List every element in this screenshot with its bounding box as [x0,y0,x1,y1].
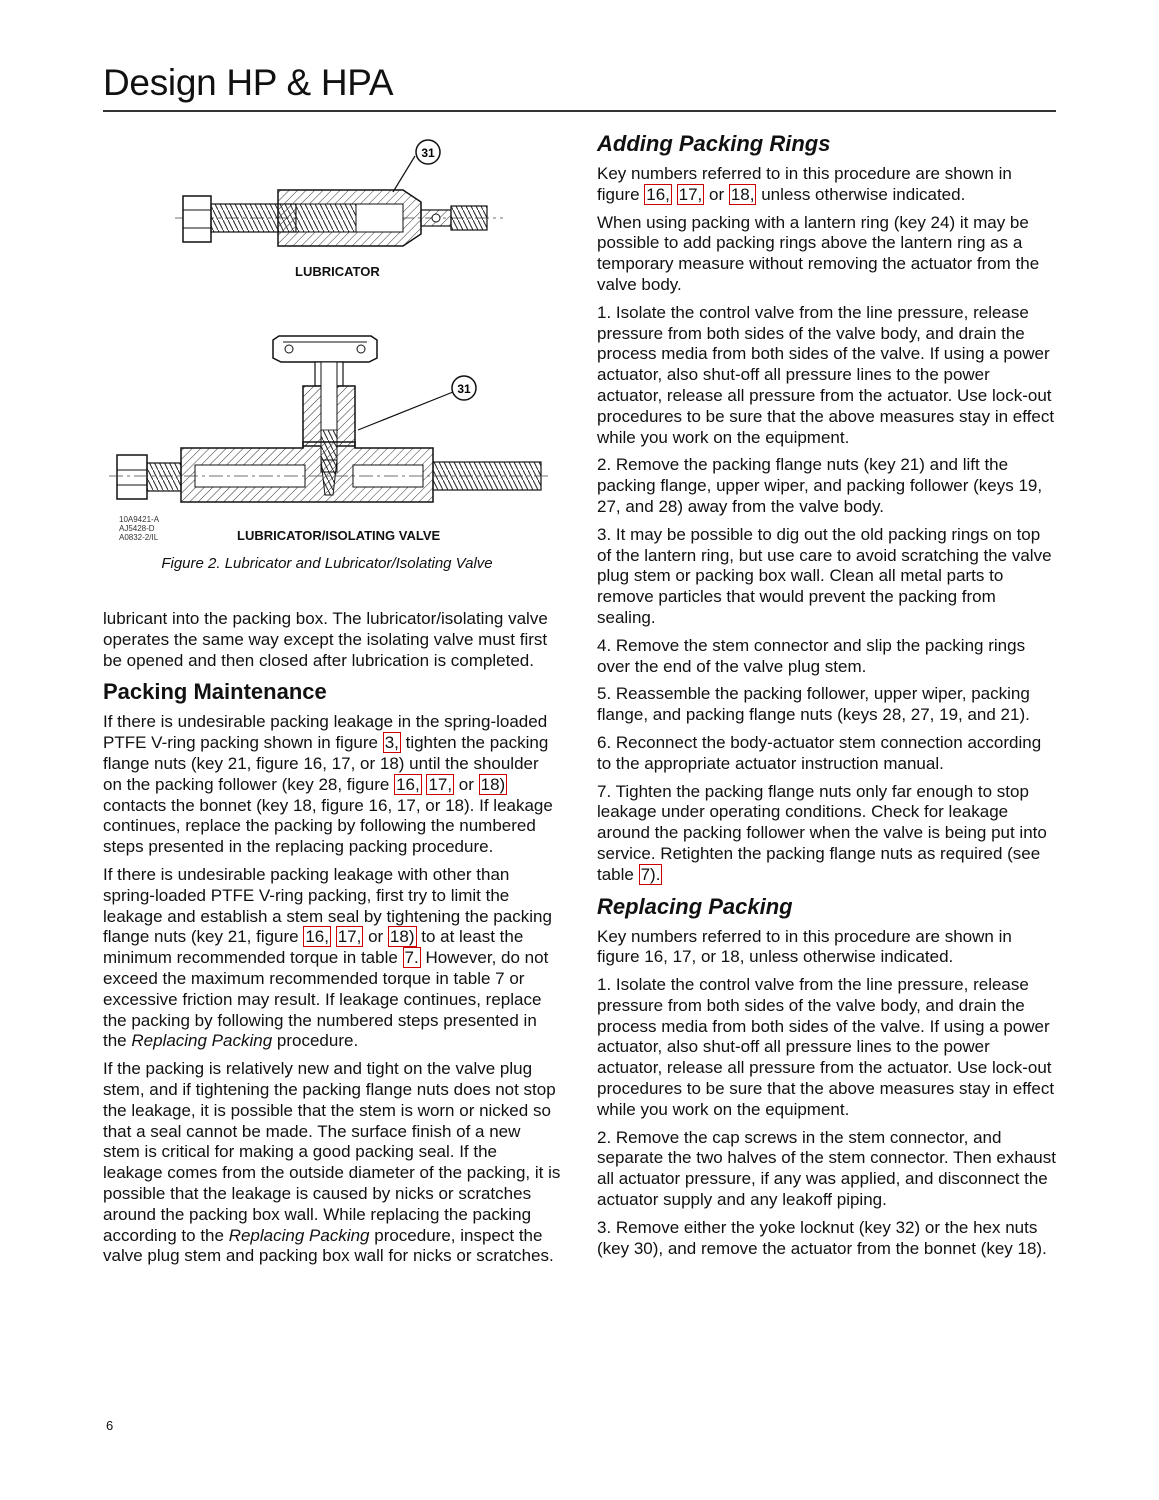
paragraph-maintenance-2: If there is undesirable packing leakage with other than spring-loaded PTFE V-ring packing, first try to limit the leakage and establish a stem seal by tightening the packing flange nuts (key 21, figure 16, 17, or 18) to at least the minimum recommended torque in table 7. However, do not exceed the maximum recommended torque in table 7 or excessive friction may result. If leakage continues, replace the packing by following the numbered steps presented in the Replacing Packing procedure. [103,864,552,1051]
callout-31-top: 31 [421,146,435,160]
page-title: Design HP & HPA [103,62,394,103]
figure-label-lubricator: LUBRICATOR [295,264,380,279]
step-a-5: 5. Reassemble the packing follower, upper wiper, packing flange, and packing flange nuts (keys 28, 27, 19, and 21). [597,684,1030,725]
link-figure-17[interactable]: 17, [428,774,453,794]
step-b-3: 3. Remove either the yoke locknut (key 32) or the hex nuts (key 30), and remove the actuator from the bonnet (key 18). [597,1217,1047,1258]
lubricator-isolating-valve-drawing [109,336,549,502]
step-a-2: 2. Remove the packing flange nuts (key 21) and lift the packing flange, upper wiper, and packing follower (keys 19, 27, and 28) away from the valve body. [597,455,1043,516]
step-a-3: 3. It may be possible to dig out the old packing rings on top of the lantern ring, but use care to avoid scratching the valve plug stem or packing box wall. Clean all metal parts to remove particles that would prevent the packing from sealing. [597,524,1052,627]
link-figure-3[interactable]: 3, [384,733,399,753]
link-figure-16[interactable]: 16, [396,774,420,794]
step-a-1: 1. Isolate the control valve from the line pressure, release pressure from both sides of the valve body, and drain the process media from both sides of the valve. If using a power actuator, also shut-off all pressure lines to the power actuator, release all pressure from the actuator. Use lock-out procedures to be sure that the above measures stay in effect while you work on the equipment. [597,302,1055,447]
link-figure-16[interactable]: 16, [646,184,670,204]
step-a-7: 7. Tighten the packing flange nuts only far enough to stop leakage under operating conditions. Check for leakage around the packing follower when the valve is being put into service. Retighten the packing flange nuts as required (see table 7). [597,781,1047,884]
link-figure-18[interactable]: 18) [480,774,506,794]
drawing-code-1: 10A9421-A [119,515,160,524]
link-table-7[interactable]: 7. [404,948,419,968]
page-number: 6 [106,1418,114,1433]
paragraph-maintenance-3: If the packing is relatively new and tight on the valve plug stem, and if tightening the packing flange nuts does not stop the leakage, it is possible that the stem is worn or nicked so that a seal cannot be made. The surface finish of a new stem is critical for making a good packing seal. If the leakage comes from the outside diameter of the packing, it is possible that the leakage is caused by nicks or scratches around the packing box wall. While replacing the packing according to the Replacing Packing procedure, inspect the valve plug stem and packing box wall for nicks or scratches. [103,1059,561,1266]
figure-label-isolating-valve: LUBRICATOR/ISOLATING VALVE [237,528,441,543]
heading-packing-maintenance: Packing Maintenance [103,679,327,705]
link-figure-17[interactable]: 17, [678,184,703,204]
link-table-7[interactable]: 7). [640,864,661,884]
paragraph-key-numbers-2: Key numbers referred to in this procedure are shown in figure 16, 17, or 18, unless otherwise indicated. [597,926,1012,967]
drawing-code-3: A0832-2/IL [119,533,159,542]
step-a-4: 4. Remove the stem connector and slip the packing rings over the end of the valve plug stem. [597,635,1026,676]
paragraph-lantern-ring: When using packing with a lantern ring (key 24) it may be possible to add packing rings above the lantern ring as a temporary measure without removing the actuator from the valve body. [597,212,1040,294]
paragraph-maintenance-1: If there is undesirable packing leakage in the spring-loaded PTFE V-ring packing shown in figure 3, tighten the packing flange nuts (key 21, figure 16, 17, or 18) until the shoulder on the packing follower (key 28, figure 16, 17, or 18) contacts the bonnet (key 18, figure 16, 17, or 18). If leakage continues, replace the packing by following the numbered steps presented in the replacing packing procedure. [103,712,553,857]
paragraph-key-numbers: Key numbers referred to in this procedure are shown in figure 16, 17, or 18, unless otherwise indicated. [597,164,1012,204]
paragraph-intro: lubricant into the packing box. The lubricator/isolating valve operates the same way except the isolating valve must first be opened and then closed after lubrication is completed. [103,609,548,670]
link-figure-18[interactable]: 18) [389,927,415,947]
lubricator-diagram [103,130,561,550]
step-b-1: 1. Isolate the control valve from the line pressure, release pressure from both sides of the valve body, and drain the process media from both sides of the valve. If using a power actuator, also shut-off all pressure lines to the power actuator, release all pressure from the actuator. Use lock-out procedures to be sure that the above measures stay in effect while you work on the equipment. [597,975,1055,1119]
callout-31-bottom: 31 [457,382,471,396]
heading-replacing-packing: Replacing Packing [597,893,793,919]
title-rule [103,110,1056,112]
left-column [103,609,561,1274]
right-column [597,130,1056,1266]
lubricator-drawing [175,140,503,246]
link-figure-18[interactable]: 18, [730,184,755,204]
step-a-6: 6. Reconnect the body-actuator stem connection according to the appropriate actuator instruction manual. [597,732,1042,773]
drawing-code-2: AJ5428-D [119,524,155,533]
figure-caption: Figure 2. Lubricator and Lubricator/Isolating Valve [161,555,493,572]
link-figure-17[interactable]: 17, [337,927,362,947]
step-b-2: 2. Remove the cap screws in the stem connector, and separate the two halves of the stem connector. Then exhaust all actuator pressure, if any was applied, and disconnect the actuator supply and any leakoff piping. [597,1127,1056,1210]
link-figure-16[interactable]: 16, [305,927,329,947]
figure-lubricator-drawing [103,130,561,580]
heading-adding-packing-rings: Adding Packing Rings [597,131,831,156]
